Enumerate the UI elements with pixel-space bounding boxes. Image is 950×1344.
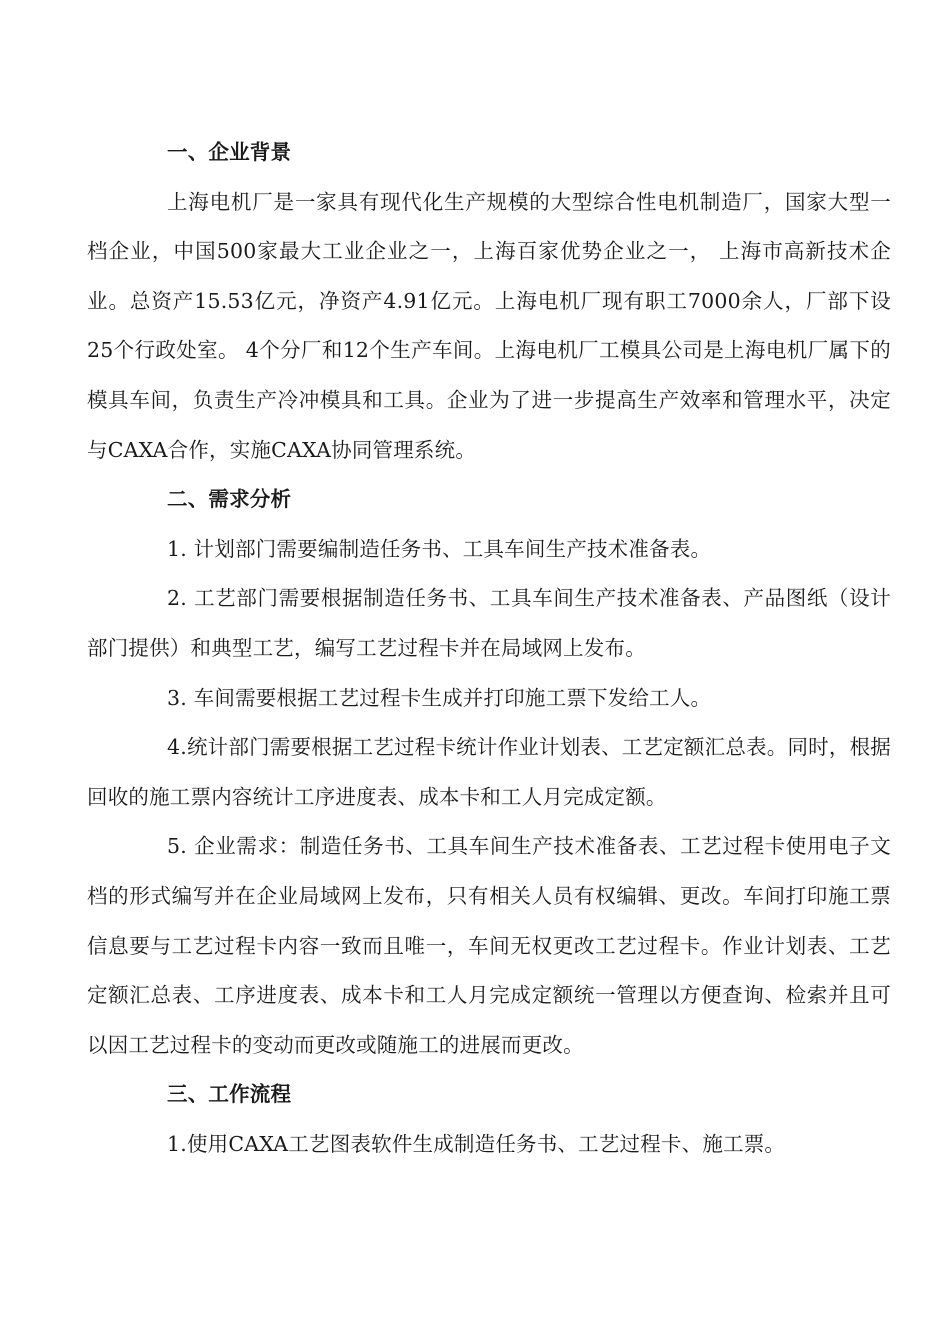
requirement-item-3: 3. 车间需要根据工艺过程卡生成并打印施工票下发给工人。 <box>167 685 712 710</box>
requirement-item-5: 5. 企业需求：制造任务书、工具车间生产技术准备表、工艺过程卡使用电子文档的形式编写并在企业局域网上发布，只有相关人员有权编辑、更改。车间打印施工票信息要与工艺过程卡内容一致而且唯一，车间无权更改工艺过程卡。作业计划表、工艺定额汇总表、工序进度表、成本卡和工人月完成定额统一管理以方便查询、检索并且可以因工艺过程卡的变动而更改或随施工的进展而更改。 <box>87 834 891 1057</box>
requirement-item-4: 4.统计部门需要根据工艺过程卡统计作业计划表、工艺定额汇总表。同时，根据回收的施工票内容统计工序进度表、成本卡和工人月完成定额。 <box>87 735 891 809</box>
document-body <box>87 128 891 1169</box>
section-heading-workflow: 三、工作流程 <box>167 1082 292 1107</box>
background-paragraph: 上海电机厂是一家具有现代化生产规模的大型综合性电机制造厂，国家大型一档企业，中国500家最大工业企业之一，上海百家优势企业之一， 上海市高新技术企业。总资产15.53亿元，净资产4.91亿元。上海电机厂现有职工7000余人，厂部下设25个行政处室。 4个分厂和12个生产车间。上海电机厂工模具公司是上海电机厂属下的模具车间，负责生产冷冲模具和工具。企业为了进一步提高生产效率和管理水平，决定与CAXA合作，实施CAXA协同管理系统。 <box>87 189 891 462</box>
section-heading-background: 一、企业背景 <box>167 140 292 164</box>
requirement-item-2: 2. 工艺部门需要根据制造任务书、工具车间生产技术准备表、产品图纸（设计部门提供）和典型工艺，编写工艺过程卡并在局域网上发布。 <box>87 586 891 660</box>
section-heading-requirements: 二、需求分析 <box>167 487 292 512</box>
workflow-item-1: 1.使用CAXA工艺图表软件生成制造任务书、工艺过程卡、施工票。 <box>167 1131 786 1156</box>
requirement-item-1: 1. 计划部门需要编制造任务书、工具车间生产技术准备表。 <box>167 536 712 561</box>
